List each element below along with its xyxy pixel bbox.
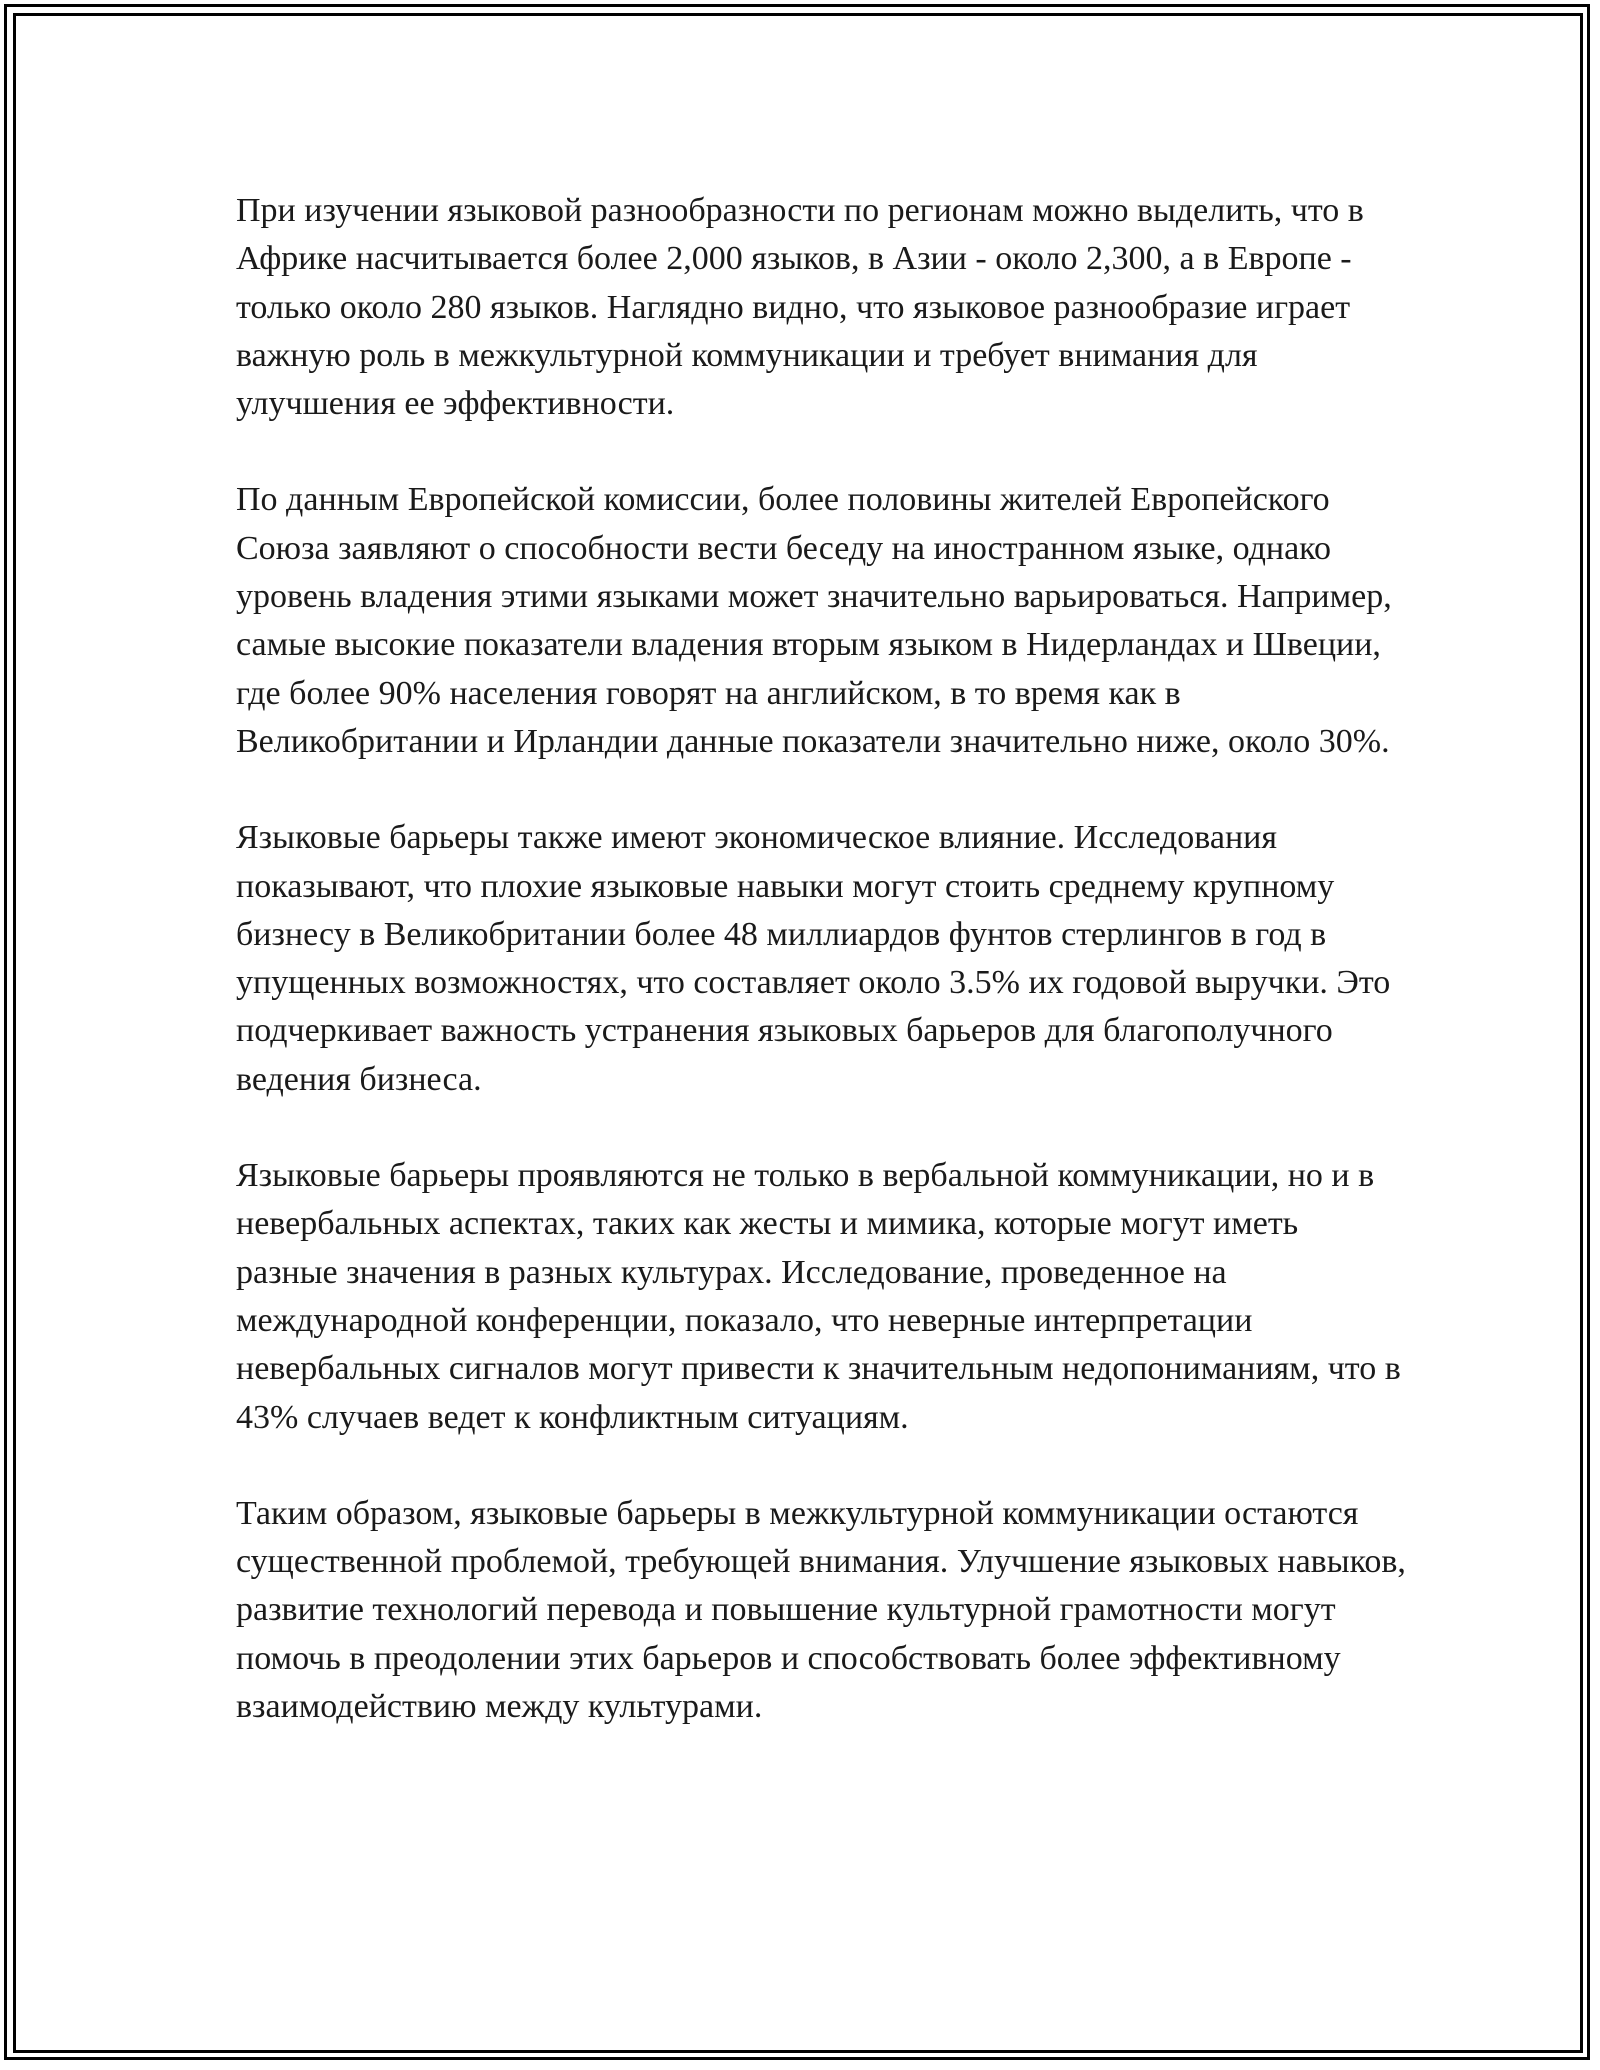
paragraph-economic-impact: Языковые барьеры также имеют экономическое влияние. Исследования показывают, что плохие языковые навыки могут стоить среднему крупному бизнесу в Великобритании более 48 миллиардов фунтов стерлингов в год в упущенных возможностях, что составляет около 3.5% их годовой выручки. Это подчеркивает важность устранения языковых барьеров для благополучного ведения бизнеса. (236, 819, 1391, 1098)
paragraph-nonverbal-barriers: Языковые барьеры проявляются не только в вербальной коммуникации, но и в невербальных аспектах, таких как жесты и мимика, которые могут иметь разные значения в разных культурах. Исследование, проведенное на международной конференции, показало, что неверные интерпретации невербальных сигналов могут привести к значительным недопониманиям, что в 43% случаев ведет к конфликтным ситуациям. (236, 1157, 1401, 1436)
paragraph-conclusion: Таким образом, языковые барьеры в межкультурной коммуникации остаются существенной проблемой, требующей внимания. Улучшение языковых навыков, развитие технологий перевода и повышение культурной грамотности могут помочь в преодолении этих барьеров и способствовать более эффективному взаимодействию между культурами. (236, 1494, 1406, 1726)
paragraph-eu-language-skills: По данным Европейской комиссии, более половины жителей Европейского Союза заявляют о способности вести беседу на иностранном языке, однако уровень владения этими языками может значительно варьироваться. Например, самые высокие показатели владения вторым языком в Нидерландах и Швеции, где более 90% населения говорят на английском, в то время как в Великобритании и Ирландии данные показатели значительно ниже, около 30%. (236, 481, 1392, 760)
paragraph-language-diversity: При изучении языковой разнообразности по регионам можно выделить, что в Африке насчитывается более 2,000 языков, в Азии - около 2,300, а в Европе - только около 280 языков. Наглядно видно, что языковое разнообразие играет важную роль в межкультурной коммуникации и требует внимания для улучшения ее эффективности. (236, 192, 1364, 423)
document-body (236, 187, 1406, 1731)
